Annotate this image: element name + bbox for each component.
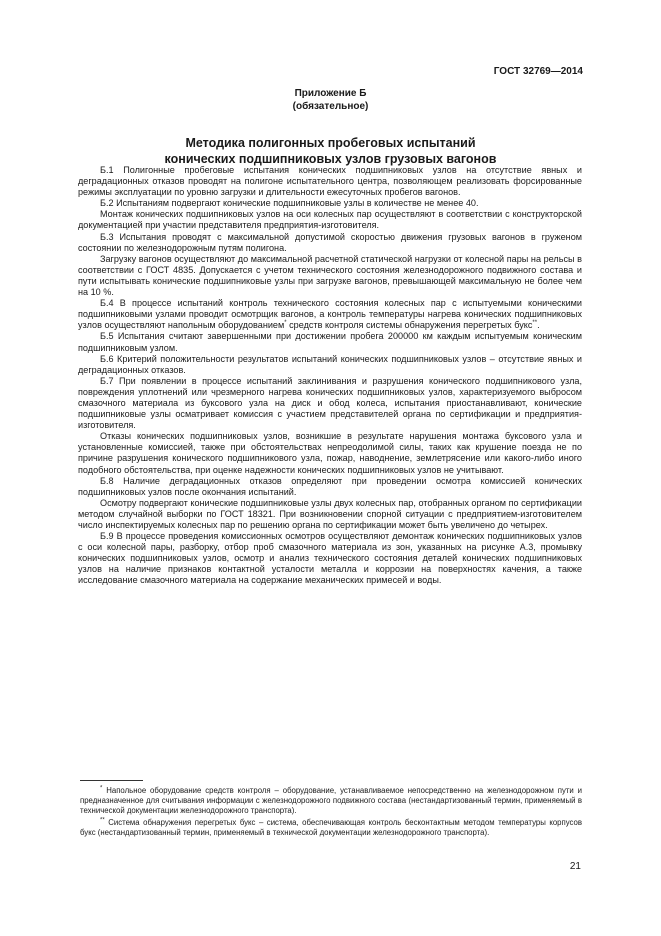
footnote-separator <box>80 780 143 781</box>
footnote-text: Система обнаружения перегретых букс – система, обеспечивающая контроль бесконтактным методом температуры корпусов букс (нестандартизованный термин, применяемый в технической документации железнодорожного транспорта). <box>80 818 583 837</box>
footnote <box>80 818 582 838</box>
paragraph: Осмотру подвергают конические подшипниковые узлы двух колесных пар, отобранных органом по сертификации методом случайной выборки по ГОСТ 18321. При возникновении спорной ситуации с предприятием-изготовителем число инспектируемых колесных пар по решению органа по сертификации может быть увеличено до четырех. <box>78 497 582 530</box>
appendix-status: (обязательное) <box>292 101 369 112</box>
paragraph: Загрузку вагонов осуществляют до максимальной расчетной статической нагрузки от колесной пары на рельсы в соответствии с ГОСТ 4835. Допускается с учетом технического состояния железнодорожного подвижного состава и пути испытывать конические подшипниковые узлы при загрузке вагонов, превышающей максимальную не более чем на 10 %. <box>78 253 582 298</box>
footnote-mark: * <box>100 785 103 792</box>
paragraph: Б.8 Наличие деградационных отказов определяют при проведении осмотра комиссией конических подшипниковых узлов после окончания испытаний. <box>78 475 582 497</box>
paragraph: Б.3 Испытания проводят с максимальной допустимой скоростью движения грузовых вагонов в груженом состоянии по железнодорожным путям полигона. <box>78 231 582 253</box>
footnote-mark: ** <box>100 817 105 824</box>
footnote <box>80 786 582 816</box>
paragraph: Б.6 Критерий положительности результатов испытаний конических подшипниковых узлов – отсутствие явных и деградационных отказов. <box>78 353 582 375</box>
footnote-ref: * <box>284 320 287 327</box>
paragraph: Б.2 Испытаниям подвергают конические подшипниковые узлы в количестве не менее 40. <box>100 198 479 209</box>
paragraph: Б.9 В процессе проведения комиссионных осмотров осуществляют демонтаж конических подшипниковых узлов с оси колесной пары, разборку, отбор проб смазочного материала из зон, указанных на рисунке А.3, промывку конических подшипниковых узлов, осмотр и анализ технического состояния деталей конических подшипниковых узлов на наличие признаков контактной усталости металла и коррозии на поверхностях качения, а также исследование смазочного материала на содержание механических примесей и воды. <box>78 531 582 586</box>
paragraph: Отказы конических подшипниковых узлов, возникшие в результате нарушения монтажа буксового узла и установленные комиссией, также при обстоятельствах непреодолимой силы, таких как крушение поезда не по причине разрушения конического подшипникового узла, пожар, наводнение, землетрясение или какого-либо иного подобного обстоятельства, при оценке надежности конических подшипниковых узлов не учитывают. <box>78 431 582 475</box>
paragraph: Б.7 При появлении в процессе испытаний заклинивания и разрушения конического подшипникового узла, повреждения уплотнений или чрезмерного нагрева конических подшипниковых узлов, характеризуемого выбросом смазочного материала из буксового узла на диск и обод колеса, испытания приостанавливают, конические подшипниковые узлы осматривает комиссия с участием представителей органа по сертификации и предприятия-изготовителя. <box>78 375 582 431</box>
body-text <box>78 165 582 587</box>
b4-text-1: Б.4 В процессе испытаний контроль технического состояния колесных пар с испытуемыми коническими подшипниковыми узлами проводит осмотрщик вагонов, а контроль температуры нагрева конических подшипниковых узлов осуществляют напольным оборудованием <box>78 298 582 331</box>
paragraph: Монтаж конических подшипниковых узлов на оси колесных пар осуществляют в соответствии с конструкторской документацией при участии представителя предприятия-изготовителя. <box>78 209 582 231</box>
footnote-ref: ** <box>532 320 538 327</box>
paragraph: Б.5 Испытания считают завершенными при достижении пробега 200000 км каждым испытуемым коническим подшипниковым узлом. <box>78 331 582 353</box>
paragraph-b4 <box>78 298 582 331</box>
b4-text-2: средств контроля системы обнаружения перегретых букс <box>286 320 533 331</box>
b4-text-3: . <box>537 320 540 331</box>
footnotes <box>80 786 582 840</box>
page-number: 21 <box>569 861 581 872</box>
section-title <box>0 135 661 167</box>
appendix-label: Приложение Б <box>294 88 367 99</box>
title-line-1: Методика полигонных пробеговых испытаний <box>185 136 476 150</box>
title-line-2: конических подшипниковых узлов грузовых вагонов <box>164 152 497 166</box>
footnote-text: Напольное оборудование средств контроля – оборудование, устанавливаемое непосредственно на железнодорожном пути и предназначенное для считывания информации с железнодорожного подвижного состава (нестандартизованный термин, применяемый в технической документации железнодорожного транспорта). <box>80 786 583 815</box>
document-code: ГОСТ 32769—2014 <box>493 66 583 77</box>
appendix-heading <box>0 87 661 113</box>
paragraph: Б.1 Полигонные пробеговые испытания конических подшипниковых узлов на отсутствие явных и деградационных отказов проводят на полигоне испытательного центра, позволяющем реализовать форсированные режимы эксплуатации по уровню загрузки и длительности ежесуточных пробегов вагонов. <box>78 165 582 198</box>
